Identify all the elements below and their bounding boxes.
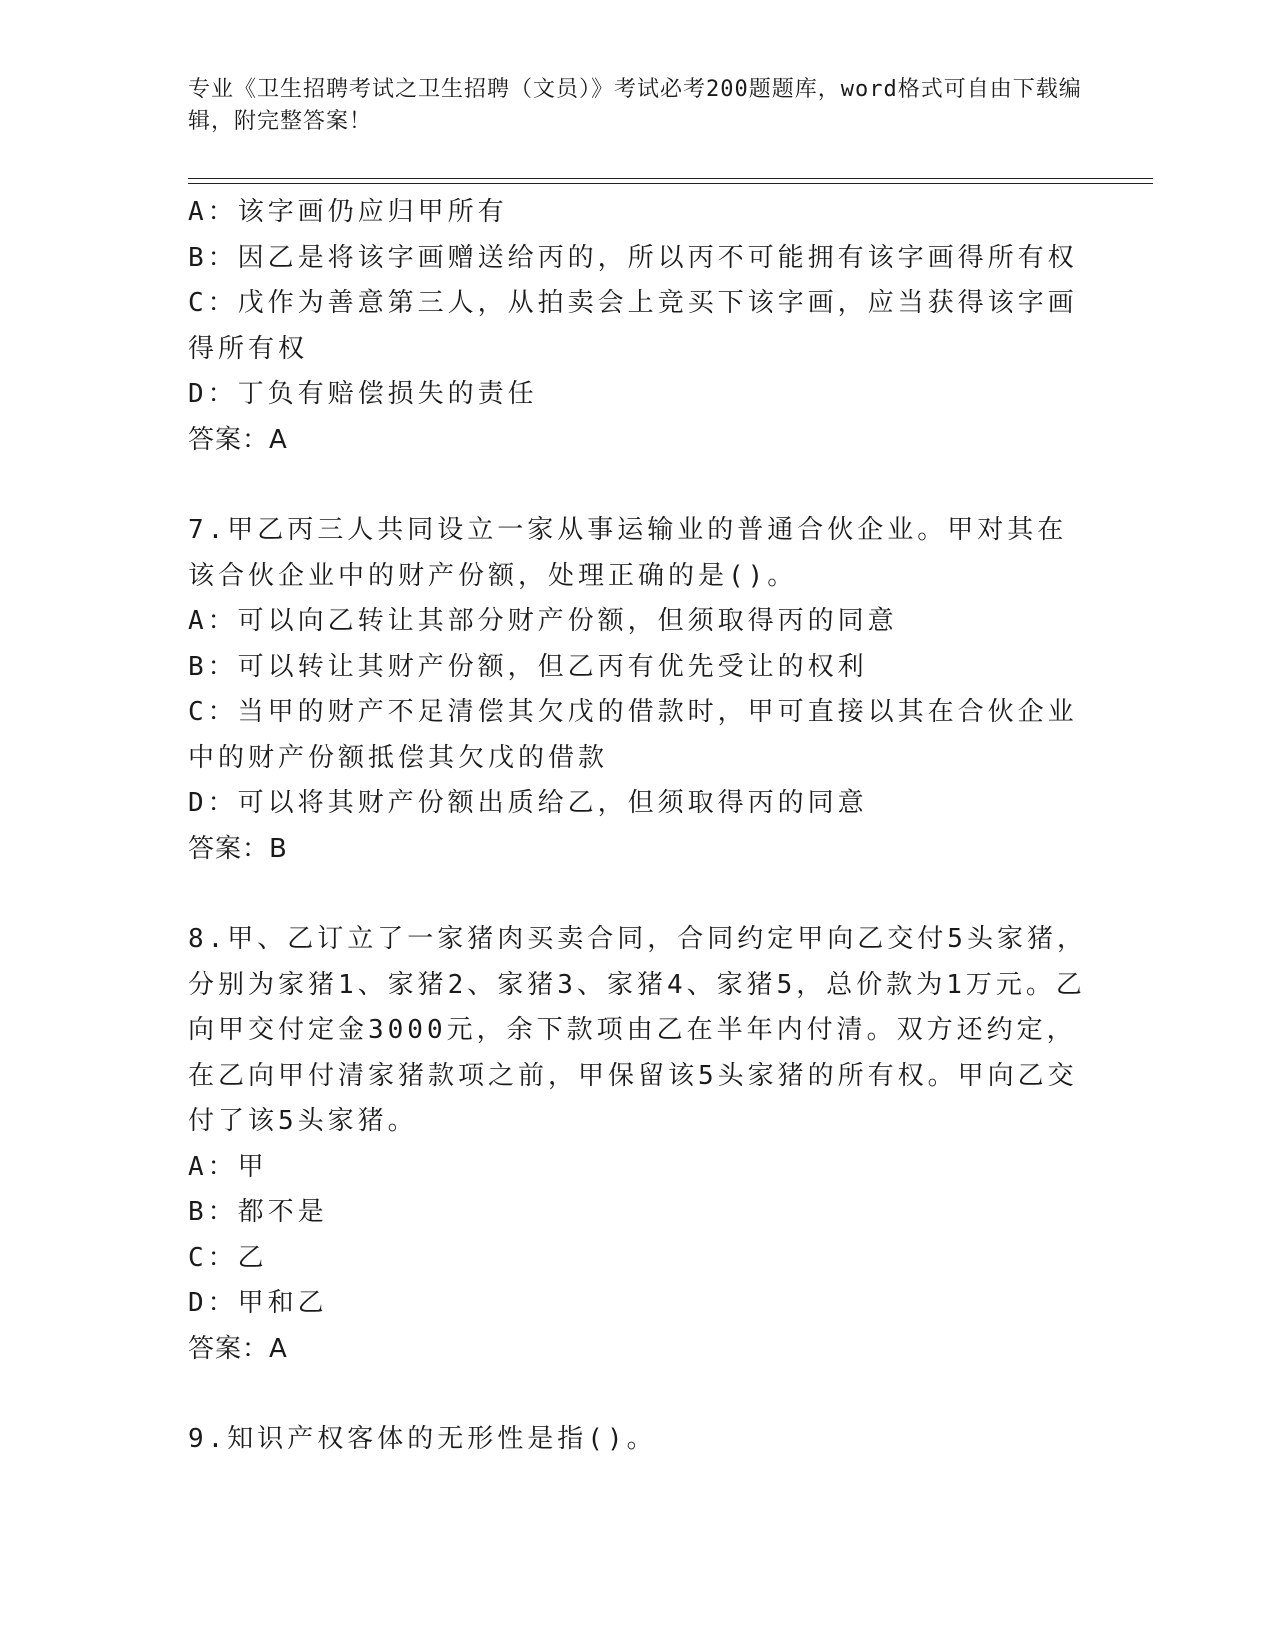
- q7-option-b: B：可以转让其财产份额，但乙丙有优先受让的权利: [188, 651, 868, 682]
- spacer: [188, 1372, 1088, 1417]
- q6-option-b: B：因乙是将该字画赠送给丙的，所以丙不可能拥有该字画得所有权: [188, 242, 1078, 273]
- q8-option-a: A：甲: [188, 1151, 268, 1182]
- document-body: [188, 190, 1088, 1463]
- q8-answer: 答案：A: [188, 1333, 288, 1364]
- page-header: 专业《卫生招聘考试之卫生招聘（文员）》考试必考200题题库，word格式可自由下载编辑，附完整答案！: [188, 77, 1082, 134]
- q6-option-a: A：该字画仍应归甲所有: [188, 197, 508, 227]
- header-rule-top: [188, 178, 1153, 179]
- q6-option-c: C：戊作为善意第三人，从拍卖会上竞买下该字画，应当获得该字画得所有权: [188, 288, 1078, 364]
- q7-option-a: A：可以向乙转让其部分财产份额，但须取得丙的同意: [188, 606, 898, 636]
- q8-question: 8.甲、乙订立了一家猪肉买卖合同，合同约定甲向乙交付5头家猪，分别为家猪1、家猪2、家猪3、家猪4、家猪5，总价款为1万元。乙向甲交付定金3000元，余下款项由乙在半年内付清。双方还约定，在乙向甲付清家猪款项之前，甲保留该5头家猪的所有权。甲向乙交付了该5头家猪。: [188, 924, 1087, 1136]
- q7-option-c: C：当甲的财产不足清偿其欠戊的借款时，甲可直接以其在合伙企业中的财产份额抵偿其欠戊的借款: [188, 697, 1078, 773]
- spacer: [188, 463, 1088, 508]
- q8-option-d: D：甲和乙: [188, 1288, 328, 1318]
- q7-answer: 答案：B: [188, 833, 288, 864]
- q9-question: 9.知识产权客体的无形性是指()。: [188, 1424, 657, 1454]
- q7-option-d: D：可以将其财产份额出质给乙，但须取得丙的同意: [188, 788, 868, 818]
- q7-question: 7.甲乙丙三人共同设立一家从事运输业的普通合伙企业。甲对其在该合伙企业中的财产份额，处理正确的是()。: [188, 515, 1068, 591]
- q6-answer: 答案：A: [188, 424, 288, 455]
- q8-option-b: B：都不是: [188, 1197, 328, 1227]
- q6-option-d: D：丁负有赔偿损失的责任: [188, 379, 538, 409]
- q8-option-c: C：乙: [188, 1242, 268, 1273]
- header-rule-bottom: [188, 183, 1153, 184]
- spacer: [188, 872, 1088, 917]
